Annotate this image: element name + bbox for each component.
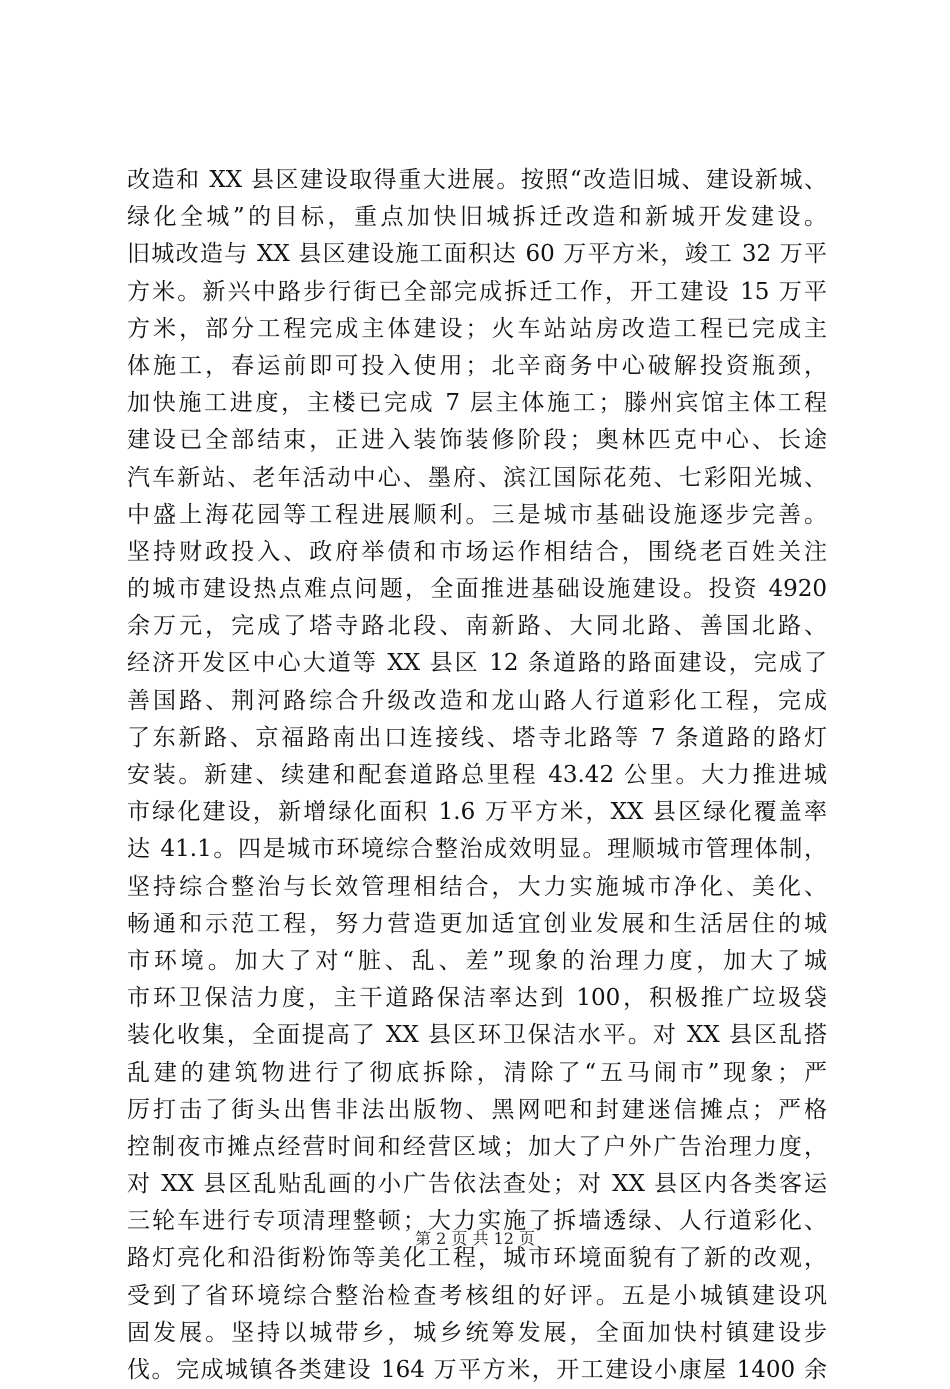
text-line: 汽车新站、老年活动中心、墨府、滨江国际花苑、七彩阳光城、 xyxy=(127,464,827,491)
text-line: 建设已全部结束，正进入装饰装修阶段；奥林匹克中心、长途 xyxy=(127,427,827,454)
text-line: 市绿化建设，新增绿化面积 1.6 万平方米，XX 县区绿化覆盖率 xyxy=(127,799,827,826)
page-footer: 第 2 页 共 12 页 xyxy=(415,1229,535,1248)
text-line: 路灯亮化和沿街粉饰等美化工程，城市环境面貌有了新的改观， xyxy=(127,1245,827,1272)
text-line: 控制夜市摊点经营时间和经营区域；加大了户外广告治理力度， xyxy=(127,1133,827,1160)
text-line: 厉打击了街头出售非法出版物、黑网吧和封建迷信摊点；严格 xyxy=(127,1096,827,1123)
text-line: 绿化全城”的目标，重点加快旧城拆迁改造和新城开发建设。 xyxy=(127,204,827,231)
text-line: 受到了省环境综合整治检查考核组的好评。五是小城镇建设巩 xyxy=(127,1282,827,1309)
text-line: 坚持综合整治与长效管理相结合，大力实施城市净化、美化、 xyxy=(127,873,827,900)
body-text xyxy=(127,162,827,1389)
text-line: 的城市建设热点难点问题，全面推进基础设施建设。投资 4920 xyxy=(127,576,827,603)
text-line: 改造和 XX 县区建设取得重大进展。按照“改造旧城、建设新城、 xyxy=(127,167,827,193)
text-line: 三轮车进行专项清理整顿；大力实施了拆墙透绿、人行道彩化、 xyxy=(127,1208,827,1235)
text-line: 乱建的建筑物进行了彻底拆除，清除了“五马闹市”现象；严 xyxy=(127,1059,827,1086)
text-line: 市环境。加大了对“脏、乱、差”现象的治理力度，加大了城 xyxy=(127,947,827,974)
text-line: 余万元，完成了塔寺路北段、南新路、大同北路、善国北路、 xyxy=(127,613,827,640)
text-line: 市环卫保洁力度，主干道路保洁率达到 100，积极推广垃圾袋 xyxy=(127,985,827,1012)
text-line: 达 41.1。四是城市环境综合整治成效明显。理顺城市管理体制， xyxy=(127,836,827,863)
text-line: 方米。新兴中路步行街已全部完成拆迁工作，开工建设 15 万平 xyxy=(127,278,827,305)
text-line: 安装。新建、续建和配套道路总里程 43.42 公里。大力推进城 xyxy=(127,762,827,788)
text-line: 对 XX 县区乱贴乱画的小广告依法查处；对 XX 县区内各类客运 xyxy=(127,1171,827,1198)
text-line: 中盛上海花园等工程进展顺利。三是城市基础设施逐步完善。 xyxy=(127,501,827,528)
text-line: 体施工，春运前即可投入使用；北辛商务中心破解投资瓶颈， xyxy=(127,352,827,379)
text-line: 了东新路、京福路南出口连接线、塔寺北路等 7 条道路的路灯 xyxy=(127,724,827,751)
text-line: 经济开发区中心大道等 XX 县区 12 条道路的路面建设，完成了 xyxy=(127,650,827,677)
text-line: 装化收集，全面提高了 XX 县区环卫保洁水平。对 XX 县区乱搭 xyxy=(127,1022,827,1049)
text-line: 伐。完成城镇各类建设 164 万平方米，开工建设小康屋 1400 余 xyxy=(127,1357,827,1383)
text-line: 加快施工进度，主楼已完成 7 层主体施工；滕州宾馆主体工程 xyxy=(127,390,827,417)
text-line: 坚持财政投入、政府举债和市场运作相结合，围绕老百姓关注 xyxy=(127,538,827,565)
text-line: 方米，部分工程完成主体建设；火车站站房改造工程已完成主 xyxy=(127,315,827,342)
text-line: 固发展。坚持以城带乡，城乡统筹发展，全面加快村镇建设步 xyxy=(127,1319,827,1346)
text-line: 善国路、荆河路综合升级改造和龙山路人行道彩化工程，完成 xyxy=(127,687,827,714)
text-line: 旧城改造与 XX 县区建设施工面积达 60 万平方米，竣工 32 万平 xyxy=(127,241,827,268)
text-line: 畅通和示范工程，努力营造更加适宜创业发展和生活居住的城 xyxy=(127,910,827,937)
